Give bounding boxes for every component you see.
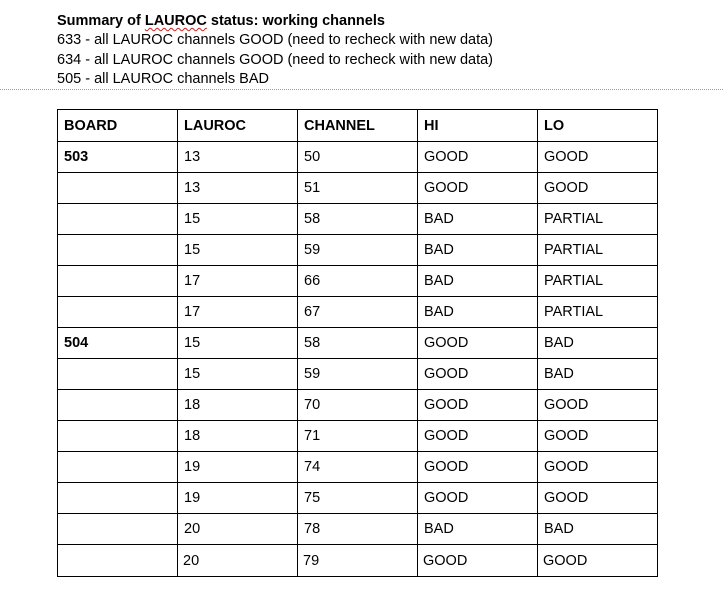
column-header-lo[interactable]: LO [538, 110, 658, 142]
table-row [58, 235, 658, 266]
cell-channel[interactable]: 75 [298, 483, 418, 514]
cell-lo[interactable]: PARTIAL [538, 297, 658, 328]
cell-lauroc[interactable]: 15 [178, 359, 298, 390]
table-row [58, 545, 658, 577]
cell-hi[interactable]: GOOD [418, 483, 538, 514]
cell-board[interactable] [58, 514, 178, 545]
cell-channel[interactable]: 59 [298, 235, 418, 266]
channel-status-table [57, 109, 658, 577]
cell-hi[interactable]: BAD [418, 297, 538, 328]
cell-lauroc[interactable]: 18 [178, 421, 298, 452]
cell-channel[interactable]: 58 [298, 204, 418, 235]
cell-board[interactable]: 503 [58, 142, 178, 173]
cell-lo[interactable]: GOOD [538, 173, 658, 204]
cell-lauroc[interactable]: 19 [178, 483, 298, 514]
page-break-divider [0, 89, 723, 90]
title-suffix: status: working channels [206, 13, 385, 29]
cell-hi[interactable]: GOOD [418, 173, 538, 204]
cell-hi[interactable]: BAD [418, 266, 538, 297]
cell-channel[interactable]: 74 [298, 452, 418, 483]
cell-lo[interactable]: PARTIAL [538, 266, 658, 297]
table-row [58, 452, 658, 483]
summary-line-633[interactable]: 633 - all LAUROC channels GOOD (need to recheck with new data) [57, 32, 494, 49]
cell-lo[interactable]: GOOD [538, 483, 658, 514]
cell-hi[interactable]: BAD [418, 235, 538, 266]
cell-board[interactable] [58, 421, 178, 452]
cell-hi[interactable]: GOOD [418, 452, 538, 483]
cell-lo[interactable]: BAD [538, 328, 658, 359]
column-header-board[interactable]: BOARD [58, 110, 178, 142]
cell-channel[interactable]: 70 [298, 390, 418, 421]
cell-board[interactable] [58, 266, 178, 297]
summary-line-505[interactable]: 505 - all LAUROC channels BAD [57, 70, 269, 87]
table-row [58, 297, 658, 328]
cell-hi[interactable]: BAD [418, 204, 538, 235]
table-row [58, 514, 658, 545]
cell-hi[interactable]: GOOD [418, 328, 538, 359]
cell-lauroc[interactable]: 20 [178, 545, 298, 577]
table-row [58, 266, 658, 297]
cell-hi[interactable]: GOOD [418, 545, 538, 577]
cell-channel[interactable]: 59 [298, 359, 418, 390]
cell-lo[interactable]: GOOD [538, 142, 658, 173]
cell-lauroc[interactable]: 15 [178, 204, 298, 235]
cell-lo[interactable]: PARTIAL [538, 204, 658, 235]
table-header-row [58, 110, 658, 142]
cell-board[interactable] [58, 452, 178, 483]
cell-lauroc[interactable]: 15 [178, 328, 298, 359]
cell-board[interactable] [58, 545, 178, 577]
table-row [58, 483, 658, 514]
spellcheck-word[interactable]: LAUROC [144, 13, 207, 29]
cell-board[interactable] [58, 204, 178, 235]
cell-hi[interactable]: GOOD [418, 421, 538, 452]
table-row [58, 204, 658, 235]
cell-board[interactable]: 504 [58, 328, 178, 359]
cell-board[interactable] [58, 173, 178, 204]
cell-lo[interactable]: PARTIAL [538, 235, 658, 266]
summary-header [57, 12, 697, 89]
cell-channel[interactable]: 66 [298, 266, 418, 297]
cell-lo[interactable]: GOOD [538, 390, 658, 421]
cell-channel[interactable]: 78 [298, 514, 418, 545]
cell-lauroc[interactable]: 13 [178, 142, 298, 173]
cell-board[interactable] [58, 483, 178, 514]
cell-lauroc[interactable]: 20 [178, 514, 298, 545]
cell-hi[interactable]: BAD [418, 514, 538, 545]
summary-line-634[interactable]: 634 - all LAUROC channels GOOD (need to recheck with new data) [57, 51, 494, 68]
cell-hi[interactable]: GOOD [418, 359, 538, 390]
title-prefix: Summary of [57, 13, 145, 29]
cell-board[interactable] [58, 359, 178, 390]
cell-lauroc[interactable]: 17 [178, 266, 298, 297]
cell-lo[interactable]: BAD [538, 514, 658, 545]
cell-lo[interactable]: BAD [538, 359, 658, 390]
column-header-lauroc[interactable]: LAUROC [178, 110, 298, 142]
column-header-channel[interactable]: CHANNEL [298, 110, 418, 142]
cell-board[interactable] [58, 235, 178, 266]
cell-hi[interactable]: GOOD [418, 142, 538, 173]
cell-channel[interactable]: 67 [298, 297, 418, 328]
table-row [58, 328, 658, 359]
table-row [58, 142, 658, 173]
cell-lauroc[interactable]: 19 [178, 452, 298, 483]
cell-hi[interactable]: GOOD [418, 390, 538, 421]
cell-board[interactable] [58, 297, 178, 328]
table-row [58, 359, 658, 390]
cell-lauroc[interactable]: 13 [178, 173, 298, 204]
table-row [58, 173, 658, 204]
summary-title[interactable] [57, 12, 697, 31]
cell-channel[interactable]: 58 [298, 328, 418, 359]
cell-lo[interactable]: GOOD [538, 452, 658, 483]
cell-lauroc[interactable]: 17 [178, 297, 298, 328]
cell-lo[interactable]: GOOD [538, 421, 658, 452]
cell-channel[interactable]: 51 [298, 173, 418, 204]
table-row [58, 390, 658, 421]
table-row [58, 421, 658, 452]
cell-channel[interactable]: 79 [298, 545, 418, 577]
cell-channel[interactable]: 50 [298, 142, 418, 173]
column-header-hi[interactable]: HI [418, 110, 538, 142]
cell-lauroc[interactable]: 15 [178, 235, 298, 266]
cell-lo[interactable]: GOOD [538, 545, 658, 577]
cell-channel[interactable]: 71 [298, 421, 418, 452]
cell-lauroc[interactable]: 18 [178, 390, 298, 421]
cell-board[interactable] [58, 390, 178, 421]
